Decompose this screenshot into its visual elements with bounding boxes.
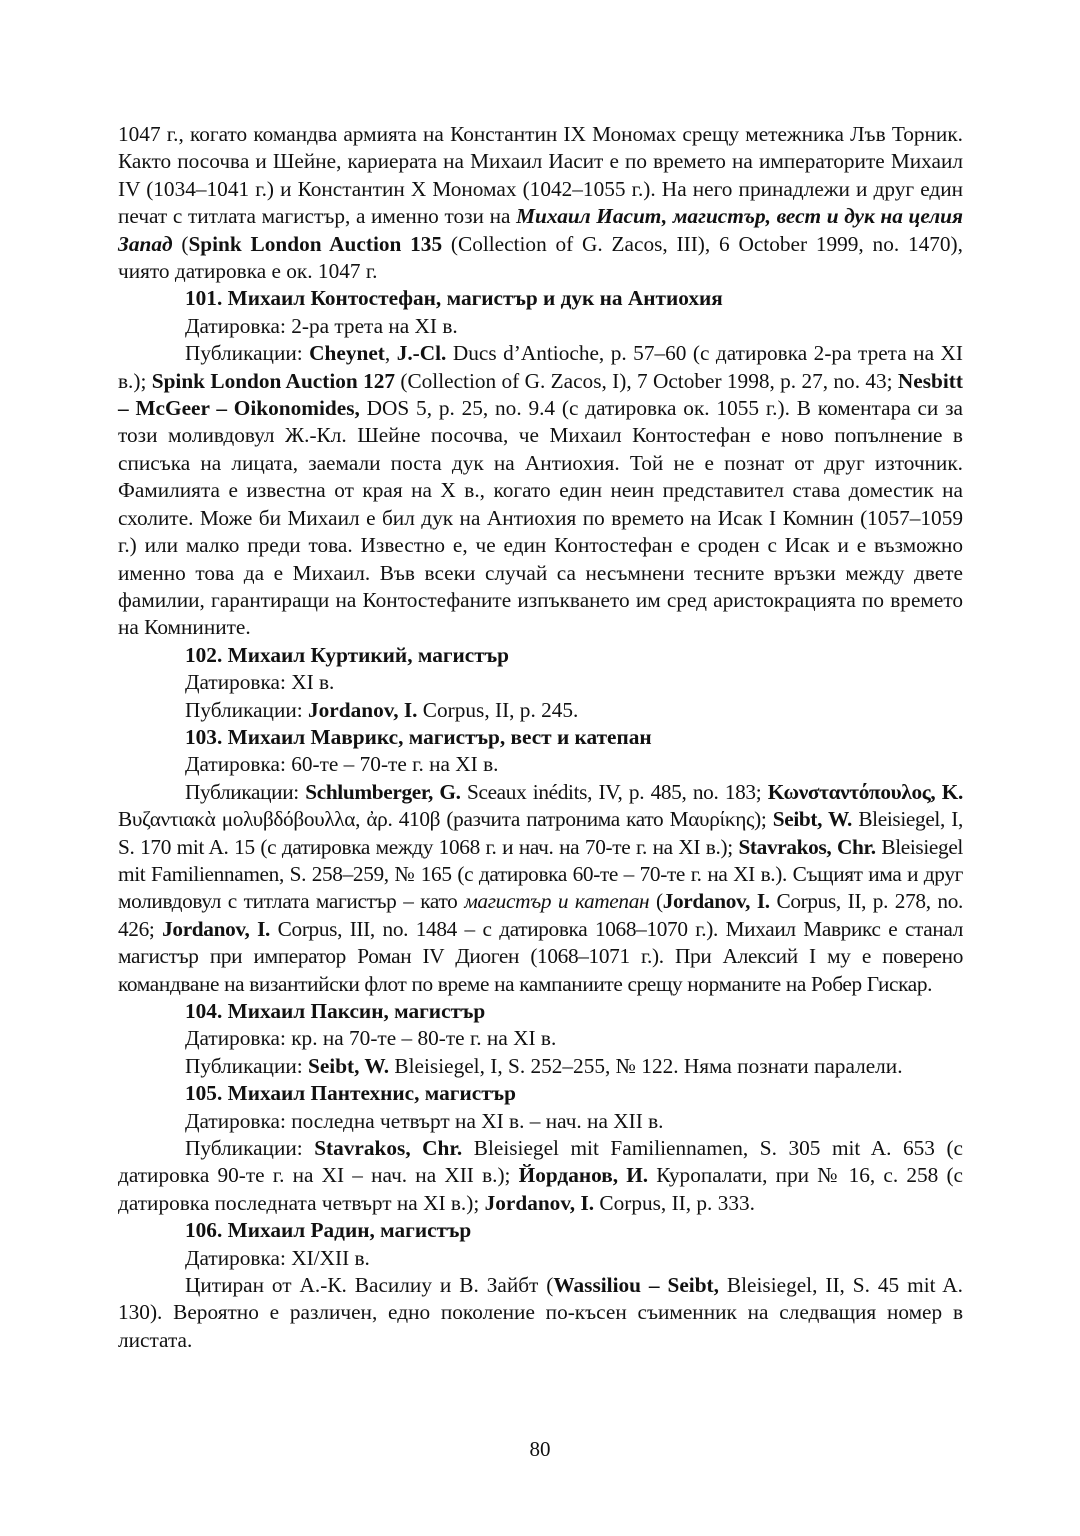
- entry-publications-103: Публикации: Schlumberger, G. Sceaux inédits, IV, p. 485, no. 183; Κωνσταντόπουλος, K. Βυζαντιακὰ μολυβδόβουλλα, ἀρ. 410β (разчита патронима като Μαυρίκης); Seibt, W. Bleisiegel, I, S. 170 mit A. 15 (с датировка между 1068 г. и нач. на 70-те г. на XI в.); Stavrakos, Chr. Bleisiegel mit Familiennamen, S. 258–259, № 165 (с датировка 60-те – 70-те г. на XI в.). Същият има и друг моливдовул с титлата магистър – като магистър и катепан (Jordanov, I. Corpus, II, p. 278, no. 426; Jordanov, I. Corpus, III, no. 1484 – с датировка 1068–1070 г.). Михаил Маврикс е станал магистър при император Роман IV Диоген (1068–1071 г.). При Алексий I му е поверено командване на византийски флот по време на кампаниите срещу норманите на Робер Гискар.: [118, 779, 964, 996]
- entry-dating-101: Датировка: 2-ра трета на XI в.: [185, 313, 458, 338]
- entry-dating-105: Датировка: последна четвърт на XI в. – нач. на XII в.: [185, 1108, 664, 1133]
- entry-publications-102: Публикации: Jordanov, I. Corpus, II, p. 245.: [185, 697, 579, 722]
- entry-heading-102: 102. Михаил Куртикий, магистър: [185, 642, 509, 667]
- entry-publications-101: Публикации: Cheynet, J.-Cl. Ducs d’Antioche, p. 57–60 (с датировка 2-ра трета на XI в.); Spink London Auction 127 (Collection of G. Zacos, I), 7 October 1998, p. 27, no. 43; Nesbitt – McGeer – Oikonomides, DOS 5, p. 25, no. 9.4 (с датировка ок. 1055 г.). В коментара си за този моливдовул Ж.-Кл. Шейне посочва, че Михаил Контостефан е ново попълнение в списъка на лицата, заемали поста дук на Антиохия. Той не е познат от друг източник. Фамилията е известна от края на X в., когато един неин представител става доместик на схолите. Може би Михаил е бил дук на Антиохия по времето на Исак I Комнин (1057–1059 г.) или малко преди това. Известно е, че един Контостефан е сроден с Исак и е възможно именно това да е Михаил. Във всеки случай са несъмнени тесните връзки между двете фамилии, гарантиращи на Контостефаните изпъкването им сред аристокрацията по времето на Комнините.: [118, 341, 963, 640]
- page-number: 80: [529, 1437, 551, 1461]
- entry-heading-105: 105. Михаил Пантехнис, магистър: [185, 1081, 516, 1106]
- entry-publications-105: Публикации: Stavrakos, Chr. Bleisiegel mit Familiennamen, S. 305 mit A. 653 (с датировка 90-те г. на XI – нач. на XII в.); Йорданов, И. Куропалати, при № 16, с. 258 (с датировка последната четвърт на XI в.); Jordanov, I. Corpus, II, p. 333.: [118, 1136, 963, 1215]
- entry-heading-103: 103. Михаил Маврикс, магистър, вест и катепан: [185, 724, 652, 749]
- entry-dating-106: Датировка: XI/XII в.: [185, 1245, 370, 1270]
- entry-heading-101: 101. Михаил Контостефан, магистър и дук на Антиохия: [185, 286, 723, 311]
- entry-citation-106: Цитиран от А.-К. Василиу и В. Зайбт (Wassiliou – Seibt, Bleisiegel, II, S. 45 mit A. 130). Вероятно е различен, едно поколение по-късен съименник на следващия номер в листата.: [118, 1273, 963, 1352]
- paragraph-continuation: 1047 г., когато командва армията на Константин IX Мономах срещу метежника Лъв Торник. Както посочва и Шейне, кариерата на Михаил Иасит е по времето на императорите Михаил IV (1034–1041 г.) и Константин X Мономах (1042–1055 г.). На него принадлежи и друг един печат с титлата магистър, а именно този на Михаил Иасит, магистър, вест и дук на целия Запад (Spink London Auction 135 (Collection of G. Zacos, III), 6 October 1999, no. 1470), чиято датировка е ок. 1047 г.: [118, 122, 964, 284]
- entry-heading-104: 104. Михаил Паксин, магистър: [185, 999, 486, 1023]
- entry-dating-103: Датировка: 60-те – 70-те г. на XI в.: [185, 752, 499, 777]
- entry-dating-102: Датировка: XI в.: [185, 670, 335, 695]
- entry-dating-104: Датировка: кр. на 70-те – 80-те г. на XI в.: [185, 1026, 557, 1051]
- page-body: [118, 121, 963, 1354]
- entry-heading-106: 106. Михаил Радин, магистър: [185, 1218, 472, 1243]
- entry-publications-104: Публикации: Seibt, W. Bleisiegel, I, S. 252–255, № 122. Няма познати паралели.: [185, 1053, 903, 1078]
